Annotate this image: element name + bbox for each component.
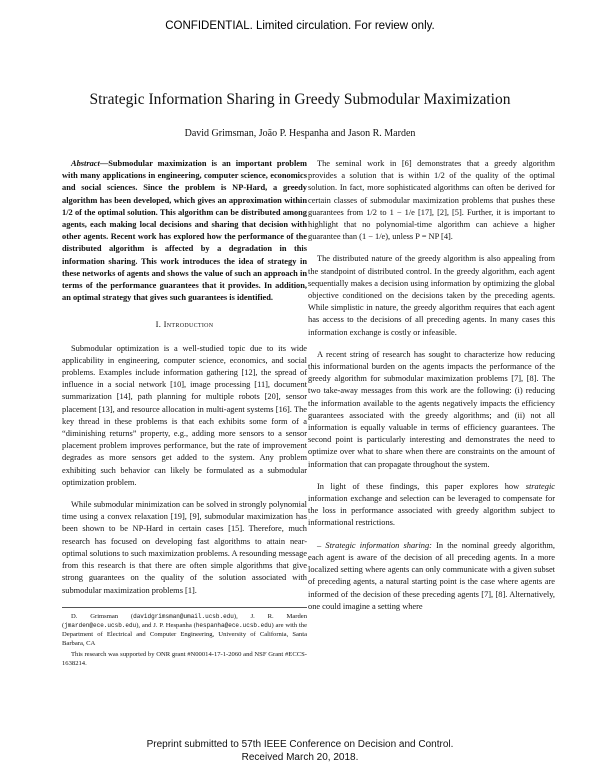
intro-paragraph-2: While submodular minimization can be solved in strongly polynomial time using a convex relaxation [19], [9], submodular maximization has been shown to be NP-Hard in certain cases [15]. Therefore, much research has focused on developing fast algorithms to attain near-optimal solutions to such maximization problems. A resounding message from this research is that there are often simple algorithms that give strong guarantees on the quality of the solution associated with submodular maximization problems [1]. — [62, 500, 307, 595]
section-heading — [62, 318, 307, 330]
right-column — [308, 158, 555, 623]
affiliation-note: D. Grimsman (davidgrimsman@umail.ucsb.edu), J. R. Marden (jmarden@ece.ucsb.edu), and J. P. Hespanha (hespanha@ece.ucsb.edu) are with the Department of Electrical and Computer Engineering, University of California, Santa Barbara, CA — [62, 612, 307, 647]
abstract-label: Abstract — [71, 159, 100, 168]
funding-note: This research was supported by ONR grant #N00014-17-1-2060 and NSF Grant #ECCS-1638214. — [62, 650, 307, 667]
paragraph-lead: – Strategic information sharing: — [317, 540, 432, 550]
preprint-footer — [0, 739, 600, 764]
left-column — [62, 158, 307, 670]
intro-paragraph-7: – Strategic information sharing: In the nominal greedy algorithm, each agent is aware of the decision of all preceding agents. In a more localized setting where agents can only communicate with a given subset of preceding agents, a natural starting point is the case where agents are informed of the decision of these preceding agents [7], [8]. Alternatively, one could imagine a setting where — [308, 540, 555, 611]
paper-authors: David Grimsman, João P. Hespanha and Jason R. Marden — [184, 128, 416, 139]
footer-line-2: Received March 20, 2018. — [241, 751, 359, 763]
author-footnote — [62, 607, 307, 668]
section-numeral: I. — [155, 319, 162, 330]
intro-paragraph-1: Submodular optimization is a well-studied topic due to its wide applicability in engineering, computer science, economics, and social problems. Examples include information gathering [12], the spread of influence in a social network [10], image processing [11], document summarization [14], path planning for multiple robots [20], sensor placement [13], and resource allocation in multi-agent systems [16]. The key thread in these problems is that each exhibits some form of a “diminishing returns” property, e.g., adding more sensors to a sensor placement problem improves performance, but the rate of improvement degrades as more sensors get added to the system. Any problem exhibiting such behavior can likely be formulated as a submodular optimization problem. — [62, 343, 307, 487]
confidential-banner: CONFIDENTIAL. Limited circulation. For review only. — [165, 20, 435, 32]
paper-title: Strategic Information Sharing in Greedy Submodular Maximization — [89, 91, 511, 108]
intro-paragraph-6: In light of these findings, this paper explores how strategic information exchange and selection can be leveraged to compensate for the loss in performance associated with greedy algorithm subject to informational restrictions. — [308, 481, 555, 528]
intro-paragraph-4: The distributed nature of the greedy algorithm is also appealing from the standpoint of distributed control. In the greedy algorithm, each agent sequentially makes a decision using information by optimizing the global objective conditioned on the decisions taken by the preceding agents. While simplistic in nature, the greedy algorithm requires that each agent has access to the decisions of all preceding agents. In many cases this information exchange is costly or infeasible. — [308, 254, 555, 337]
section-name: Introduction — [163, 319, 214, 330]
emphasis-strategic: strategic — [525, 481, 555, 491]
email-hespanha[interactable]: hespanha@ece.ucsb.edu — [195, 621, 272, 629]
intro-paragraph-5: A recent string of research has sought to characterize how reducing this informational burden on the agents impacts the performance of the greedy algorithm for submodular maximization problems [7], [8]. The two take-away messages from this work are the following: (i) reducing the information available to the agents negatively impacts the efficiency guarantees associated with the greedy algorithms; and (ii) not all information is equally valuable in terms of efficiency guarantees. The second point is particularly interesting and demonstrates the need to optimize over what to share when there are constraints on the amount of information that can propagate throughout the system. — [308, 349, 555, 469]
intro-paragraph-3: The seminal work in [6] demonstrates that a greedy algorithm provides a solution that is within 1/2 of the quality of the optimal solution. In fact, more sophisticated algorithms can often be derived for certain classes of submodular maximization problems that pushes these guarantees from 1/2 to 1 − 1/e [17], [2], [5]. Further, it is important to highlight that no polynomial-time algorithm can achieve a higher guarantee than (1 − 1/e), unless P = NP [4]. — [308, 159, 555, 242]
email-marden[interactable]: jmarden@ece.ucsb.edu — [64, 621, 137, 629]
footer-line-1: Preprint submitted to 57th IEEE Conference on Decision and Control. — [146, 739, 454, 750]
abstract — [62, 158, 307, 304]
abstract-text: —Submodular maximization is an important problem with many applications in engineering, computer science, economics and social sciences. Since the problem is NP-Hard, a greedy algorithm has been developed, which gives an approximation within 1/2 of the optimal solution. This algorithm can be distributed among agents, each making local decisions and sharing that decision with other agents. Recent work has explored how the performance of the distributed algorithm is affected by a degradation in this information sharing. This work introduces the idea of strategy in these networks of agents and shows the value of such an approach in terms of the performance guarantees that it provides. In addition, an optimal strategy that gives such guarantees is identified. — [62, 159, 307, 303]
email-grimsman[interactable]: davidgrimsman@umail.ucsb.edu — [133, 612, 234, 620]
